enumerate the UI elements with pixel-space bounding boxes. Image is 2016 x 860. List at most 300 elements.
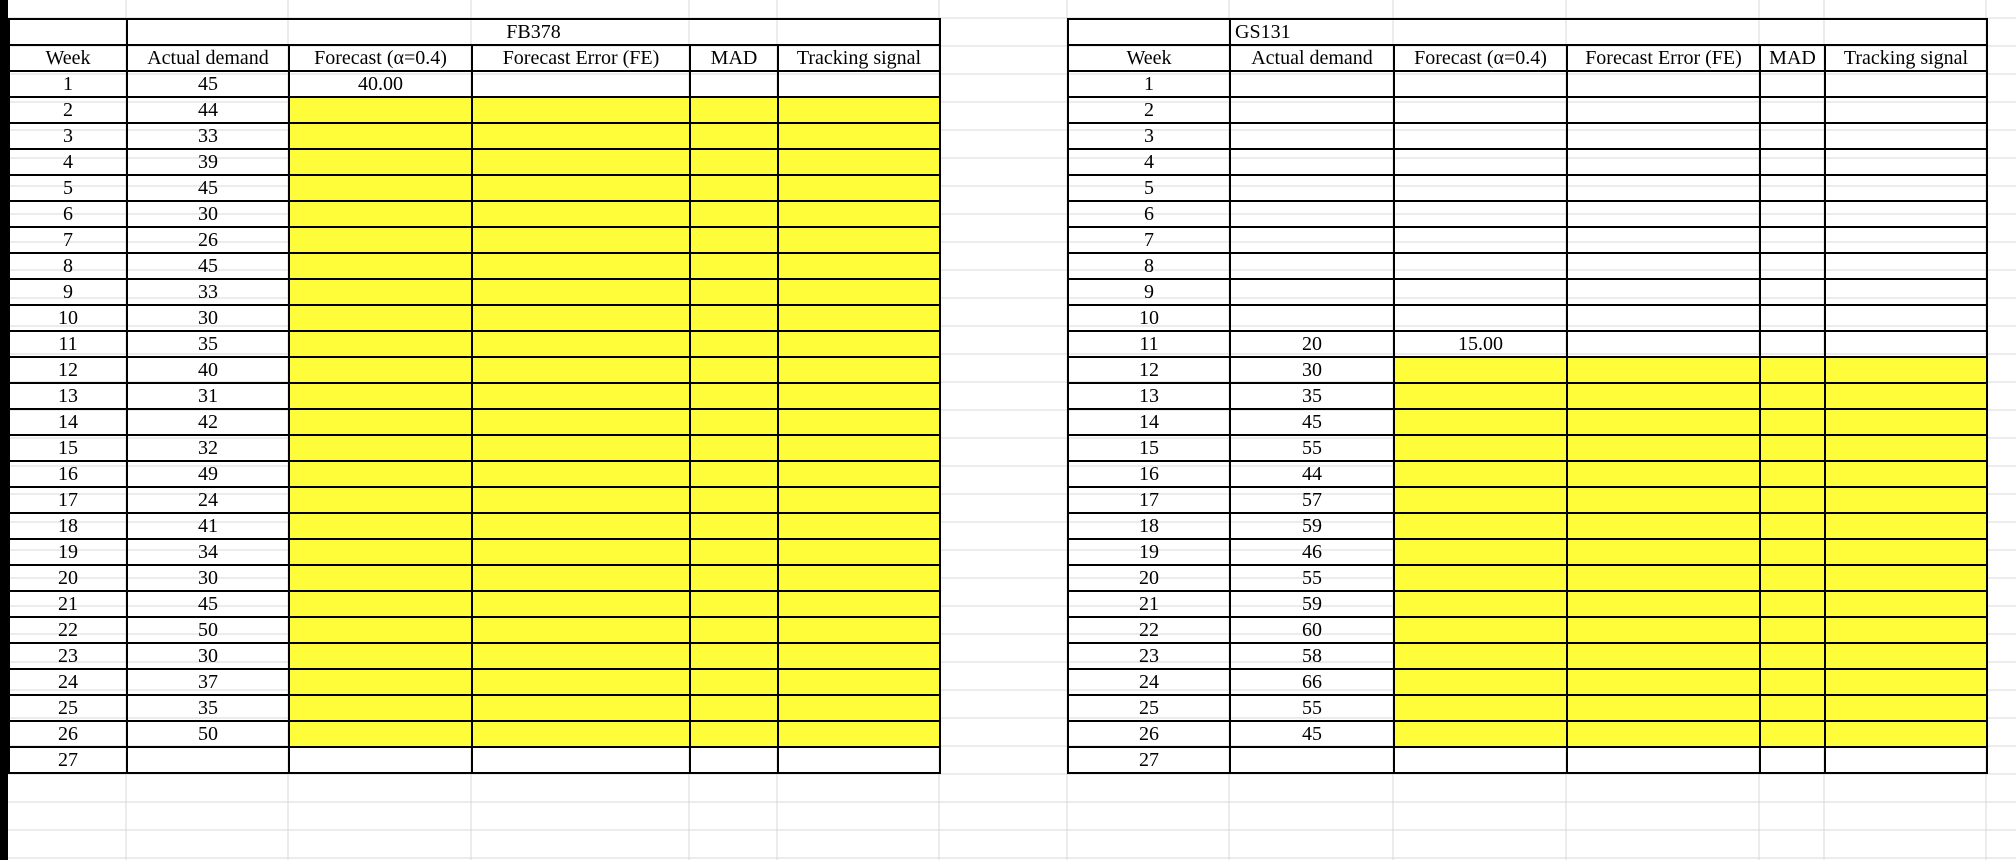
gs131-cell-mad[interactable]	[1760, 383, 1825, 409]
fb378-cell-actual-demand[interactable]: 50	[127, 617, 289, 643]
fb378-cell-tracking-signal[interactable]	[778, 97, 940, 123]
fb378-header-week[interactable]: Week	[9, 45, 127, 71]
gs131-cell-forecast-error[interactable]	[1567, 721, 1760, 747]
gs131-cell-tracking-signal[interactable]	[1825, 253, 1987, 279]
gs131-cell-forecast[interactable]	[1394, 123, 1567, 149]
gs131-cell-mad[interactable]	[1760, 513, 1825, 539]
fb378-cell-forecast-error[interactable]	[472, 487, 690, 513]
fb378-cell-forecast[interactable]	[289, 331, 472, 357]
gs131-cell-week[interactable]: 5	[1068, 175, 1230, 201]
fb378-cell-mad[interactable]	[690, 617, 778, 643]
gs131-cell-forecast-error[interactable]	[1567, 149, 1760, 175]
gs131-cell-week[interactable]: 16	[1068, 461, 1230, 487]
fb378-cell-week[interactable]: 22	[9, 617, 127, 643]
fb378-header-mad[interactable]: MAD	[690, 45, 778, 71]
fb378-cell-forecast[interactable]	[289, 123, 472, 149]
fb378-header-forecast-error[interactable]: Forecast Error (FE)	[472, 45, 690, 71]
gs131-cell-mad[interactable]	[1760, 695, 1825, 721]
gs131-cell-week[interactable]: 26	[1068, 721, 1230, 747]
gs131-cell-forecast-error[interactable]	[1567, 71, 1760, 97]
gs131-cell-tracking-signal[interactable]	[1825, 201, 1987, 227]
fb378-cell-tracking-signal[interactable]	[778, 513, 940, 539]
gs131-cell-tracking-signal[interactable]	[1825, 383, 1987, 409]
gs131-cell-week[interactable]: 21	[1068, 591, 1230, 617]
gs131-header-forecast-error[interactable]: Forecast Error (FE)	[1567, 45, 1760, 71]
gs131-cell-forecast-error[interactable]	[1567, 97, 1760, 123]
fb378-cell-mad[interactable]	[690, 227, 778, 253]
fb378-cell-forecast-error[interactable]	[472, 409, 690, 435]
gs131-cell-tracking-signal[interactable]	[1825, 97, 1987, 123]
fb378-cell-week[interactable]: 2	[9, 97, 127, 123]
gs131-cell-week[interactable]: 23	[1068, 643, 1230, 669]
gs131-cell-forecast[interactable]	[1394, 253, 1567, 279]
fb378-cell-week[interactable]: 17	[9, 487, 127, 513]
fb378-cell-forecast-error[interactable]	[472, 331, 690, 357]
fb378-cell-week[interactable]: 3	[9, 123, 127, 149]
gs131-cell-actual-demand[interactable]: 45	[1230, 409, 1394, 435]
fb378-cell-week[interactable]: 12	[9, 357, 127, 383]
fb378-cell-mad[interactable]	[690, 409, 778, 435]
fb378-cell-forecast-error[interactable]	[472, 123, 690, 149]
gs131-cell-forecast-error[interactable]	[1567, 279, 1760, 305]
fb378-cell-week[interactable]: 18	[9, 513, 127, 539]
gs131-cell-forecast[interactable]	[1394, 617, 1567, 643]
gs131-cell-mad[interactable]	[1760, 409, 1825, 435]
fb378-cell-forecast-error[interactable]	[472, 565, 690, 591]
fb378-cell-tracking-signal[interactable]	[778, 149, 940, 175]
gs131-cell-tracking-signal[interactable]	[1825, 669, 1987, 695]
gs131-cell-week[interactable]: 2	[1068, 97, 1230, 123]
fb378-cell-forecast-error[interactable]	[472, 357, 690, 383]
gs131-cell-actual-demand[interactable]: 55	[1230, 435, 1394, 461]
fb378-cell-forecast[interactable]	[289, 669, 472, 695]
fb378-cell-tracking-signal[interactable]	[778, 721, 940, 747]
fb378-header-tracking-signal[interactable]: Tracking signal	[778, 45, 940, 71]
fb378-cell-mad[interactable]	[690, 357, 778, 383]
gs131-cell-actual-demand[interactable]	[1230, 175, 1394, 201]
fb378-cell-week[interactable]: 4	[9, 149, 127, 175]
fb378-cell-actual-demand[interactable]: 26	[127, 227, 289, 253]
gs131-cell-mad[interactable]	[1760, 305, 1825, 331]
fb378-cell-forecast-error[interactable]	[472, 617, 690, 643]
fb378-cell-actual-demand[interactable]: 42	[127, 409, 289, 435]
gs131-cell-actual-demand[interactable]: 66	[1230, 669, 1394, 695]
gs131-cell-forecast-error[interactable]	[1567, 747, 1760, 773]
fb378-cell-forecast[interactable]	[289, 695, 472, 721]
fb378-cell-tracking-signal[interactable]	[778, 201, 940, 227]
fb378-cell-forecast-error[interactable]	[472, 695, 690, 721]
gs131-cell-forecast[interactable]	[1394, 175, 1567, 201]
gs131-cell-forecast[interactable]	[1394, 71, 1567, 97]
fb378-cell-mad[interactable]	[690, 175, 778, 201]
gs131-cell-tracking-signal[interactable]	[1825, 123, 1987, 149]
fb378-cell-forecast-error[interactable]	[472, 747, 690, 773]
gs131-cell-tracking-signal[interactable]	[1825, 305, 1987, 331]
gs131-cell-forecast-error[interactable]	[1567, 201, 1760, 227]
fb378-cell-week[interactable]: 26	[9, 721, 127, 747]
fb378-cell-actual-demand[interactable]: 33	[127, 123, 289, 149]
gs131-cell-week[interactable]: 19	[1068, 539, 1230, 565]
gs131-cell-actual-demand[interactable]: 60	[1230, 617, 1394, 643]
gs131-cell-week[interactable]: 15	[1068, 435, 1230, 461]
fb378-cell-tracking-signal[interactable]	[778, 695, 940, 721]
gs131-cell-tracking-signal[interactable]	[1825, 149, 1987, 175]
gs131-cell-tracking-signal[interactable]	[1825, 539, 1987, 565]
gs131-cell-actual-demand[interactable]	[1230, 227, 1394, 253]
fb378-cell-tracking-signal[interactable]	[778, 227, 940, 253]
gs131-cell-forecast[interactable]	[1394, 409, 1567, 435]
fb378-cell-forecast[interactable]	[289, 487, 472, 513]
fb378-cell-mad[interactable]	[690, 565, 778, 591]
fb378-cell-mad[interactable]	[690, 695, 778, 721]
gs131-cell-forecast-error[interactable]	[1567, 175, 1760, 201]
gs131-cell-mad[interactable]	[1760, 617, 1825, 643]
gs131-cell-forecast-error[interactable]	[1567, 513, 1760, 539]
fb378-cell-actual-demand[interactable]: 33	[127, 279, 289, 305]
gs131-cell-week[interactable]: 9	[1068, 279, 1230, 305]
gs131-cell-forecast[interactable]	[1394, 721, 1567, 747]
fb378-cell-tracking-signal[interactable]	[778, 435, 940, 461]
fb378-cell-mad[interactable]	[690, 279, 778, 305]
gs131-cell-tracking-signal[interactable]	[1825, 279, 1987, 305]
gs131-cell-forecast[interactable]	[1394, 669, 1567, 695]
fb378-cell-forecast[interactable]	[289, 175, 472, 201]
gs131-cell-mad[interactable]	[1760, 721, 1825, 747]
gs131-cell-forecast[interactable]	[1394, 539, 1567, 565]
gs131-cell-forecast-error[interactable]	[1567, 227, 1760, 253]
fb378-cell-forecast[interactable]	[289, 643, 472, 669]
fb378-cell-actual-demand[interactable]: 40	[127, 357, 289, 383]
fb378-cell-mad[interactable]	[690, 539, 778, 565]
fb378-cell-week[interactable]: 8	[9, 253, 127, 279]
fb378-cell-actual-demand[interactable]: 30	[127, 201, 289, 227]
gs131-cell-week[interactable]: 27	[1068, 747, 1230, 773]
fb378-cell-mad[interactable]	[690, 123, 778, 149]
fb378-cell-forecast[interactable]	[289, 747, 472, 773]
fb378-cell-actual-demand[interactable]: 32	[127, 435, 289, 461]
gs131-cell-tracking-signal[interactable]	[1825, 227, 1987, 253]
fb378-cell-actual-demand[interactable]: 45	[127, 591, 289, 617]
fb378-cell-tracking-signal[interactable]	[778, 487, 940, 513]
gs131-cell-tracking-signal[interactable]	[1825, 71, 1987, 97]
fb378-cell-forecast-error[interactable]	[472, 149, 690, 175]
fb378-cell-mad[interactable]	[690, 461, 778, 487]
fb378-cell-forecast-error[interactable]	[472, 435, 690, 461]
fb378-cell-week[interactable]: 7	[9, 227, 127, 253]
fb378-cell-forecast[interactable]	[289, 201, 472, 227]
fb378-cell-forecast-error[interactable]	[472, 97, 690, 123]
fb378-cell-week[interactable]: 27	[9, 747, 127, 773]
gs131-cell-forecast-error[interactable]	[1567, 357, 1760, 383]
fb378-cell-mad[interactable]	[690, 331, 778, 357]
gs131-cell-tracking-signal[interactable]	[1825, 487, 1987, 513]
fb378-cell-actual-demand[interactable]: 41	[127, 513, 289, 539]
gs131-cell-forecast-error[interactable]	[1567, 461, 1760, 487]
gs131-cell-mad[interactable]	[1760, 487, 1825, 513]
fb378-cell-week[interactable]: 11	[9, 331, 127, 357]
fb378-cell-forecast[interactable]	[289, 461, 472, 487]
gs131-cell-week[interactable]: 22	[1068, 617, 1230, 643]
fb378-cell-forecast-error[interactable]	[472, 71, 690, 97]
fb378-cell-tracking-signal[interactable]	[778, 643, 940, 669]
gs131-cell-forecast-error[interactable]	[1567, 617, 1760, 643]
fb378-cell-mad[interactable]	[690, 71, 778, 97]
fb378-cell-forecast-error[interactable]	[472, 201, 690, 227]
gs131-cell-tracking-signal[interactable]	[1825, 357, 1987, 383]
gs131-cell-forecast[interactable]	[1394, 227, 1567, 253]
fb378-header-forecast[interactable]: Forecast (α=0.4)	[289, 45, 472, 71]
fb378-cell-week[interactable]: 1	[9, 71, 127, 97]
gs131-cell-tracking-signal[interactable]	[1825, 331, 1987, 357]
gs131-cell-week[interactable]: 6	[1068, 201, 1230, 227]
gs131-cell-tracking-signal[interactable]	[1825, 721, 1987, 747]
gs131-cell-actual-demand[interactable]: 30	[1230, 357, 1394, 383]
gs131-cell-forecast[interactable]	[1394, 513, 1567, 539]
gs131-cell-actual-demand[interactable]: 20	[1230, 331, 1394, 357]
gs131-cell-actual-demand[interactable]	[1230, 97, 1394, 123]
fb378-cell-forecast-error[interactable]	[472, 513, 690, 539]
fb378-cell-mad[interactable]	[690, 435, 778, 461]
fb378-cell-tracking-signal[interactable]	[778, 565, 940, 591]
gs131-cell-actual-demand[interactable]	[1230, 71, 1394, 97]
fb378-cell-forecast-error[interactable]	[472, 643, 690, 669]
fb378-cell-week[interactable]: 25	[9, 695, 127, 721]
gs131-cell-week[interactable]: 11	[1068, 331, 1230, 357]
gs131-cell-forecast-error[interactable]	[1567, 591, 1760, 617]
gs131-cell-week[interactable]: 10	[1068, 305, 1230, 331]
fb378-cell-forecast[interactable]	[289, 149, 472, 175]
gs131-cell-actual-demand[interactable]: 35	[1230, 383, 1394, 409]
gs131-cell-week[interactable]: 20	[1068, 565, 1230, 591]
fb378-cell-mad[interactable]	[690, 591, 778, 617]
fb378-cell-mad[interactable]	[690, 201, 778, 227]
fb378-cell-forecast[interactable]	[289, 409, 472, 435]
fb378-cell-mad[interactable]	[690, 487, 778, 513]
fb378-cell-week[interactable]: 15	[9, 435, 127, 461]
gs131-cell-tracking-signal[interactable]	[1825, 565, 1987, 591]
fb378-cell-actual-demand[interactable]	[127, 747, 289, 773]
fb378-cell-tracking-signal[interactable]	[778, 71, 940, 97]
gs131-cell-week[interactable]: 4	[1068, 149, 1230, 175]
fb378-cell-forecast-error[interactable]	[472, 721, 690, 747]
gs131-cell-actual-demand[interactable]: 59	[1230, 591, 1394, 617]
gs131-cell-forecast-error[interactable]	[1567, 123, 1760, 149]
gs131-cell-mad[interactable]	[1760, 461, 1825, 487]
gs131-cell-actual-demand[interactable]	[1230, 305, 1394, 331]
gs131-cell-tracking-signal[interactable]	[1825, 747, 1987, 773]
gs131-cell-mad[interactable]	[1760, 539, 1825, 565]
fb378-cell-tracking-signal[interactable]	[778, 617, 940, 643]
gs131-cell-forecast-error[interactable]	[1567, 695, 1760, 721]
fb378-cell-tracking-signal[interactable]	[778, 409, 940, 435]
fb378-cell-forecast[interactable]	[289, 435, 472, 461]
fb378-cell-tracking-signal[interactable]	[778, 669, 940, 695]
gs131-cell-actual-demand[interactable]	[1230, 279, 1394, 305]
gs131-cell-mad[interactable]	[1760, 201, 1825, 227]
gs131-cell-forecast-error[interactable]	[1567, 383, 1760, 409]
fb378-cell-actual-demand[interactable]: 50	[127, 721, 289, 747]
fb378-cell-tracking-signal[interactable]	[778, 591, 940, 617]
fb378-cell-tracking-signal[interactable]	[778, 279, 940, 305]
fb378-cell-mad[interactable]	[690, 747, 778, 773]
gs131-cell-forecast[interactable]	[1394, 201, 1567, 227]
gs131-cell-mad[interactable]	[1760, 279, 1825, 305]
gs131-cell-week[interactable]: 14	[1068, 409, 1230, 435]
gs131-cell-forecast[interactable]	[1394, 435, 1567, 461]
fb378-cell-tracking-signal[interactable]	[778, 357, 940, 383]
fb378-cell-forecast[interactable]	[289, 253, 472, 279]
fb378-cell-mad[interactable]	[690, 669, 778, 695]
gs131-cell-forecast[interactable]	[1394, 565, 1567, 591]
gs131-cell-forecast-error[interactable]	[1567, 487, 1760, 513]
fb378-cell-actual-demand[interactable]: 44	[127, 97, 289, 123]
gs131-cell-forecast-error[interactable]	[1567, 643, 1760, 669]
fb378-cell-forecast-error[interactable]	[472, 253, 690, 279]
gs131-cell-tracking-signal[interactable]	[1825, 409, 1987, 435]
gs131-cell-actual-demand[interactable]: 46	[1230, 539, 1394, 565]
fb378-cell-forecast-error[interactable]	[472, 175, 690, 201]
fb378-cell-actual-demand[interactable]: 49	[127, 461, 289, 487]
fb378-cell-tracking-signal[interactable]	[778, 383, 940, 409]
fb378-cell-actual-demand[interactable]: 31	[127, 383, 289, 409]
gs131-cell-mad[interactable]	[1760, 643, 1825, 669]
gs131-cell-forecast[interactable]	[1394, 357, 1567, 383]
fb378-header-actual-demand[interactable]: Actual demand	[127, 45, 289, 71]
fb378-cell-actual-demand[interactable]: 35	[127, 331, 289, 357]
gs131-cell-tracking-signal[interactable]	[1825, 435, 1987, 461]
gs131-cell-forecast-error[interactable]	[1567, 331, 1760, 357]
gs131-cell-forecast-error[interactable]	[1567, 305, 1760, 331]
gs131-cell-forecast[interactable]: 15.00	[1394, 331, 1567, 357]
gs131-cell-forecast-error[interactable]	[1567, 539, 1760, 565]
fb378-cell-mad[interactable]	[690, 253, 778, 279]
fb378-title[interactable]: FB378	[127, 19, 940, 45]
gs131-cell-tracking-signal[interactable]	[1825, 461, 1987, 487]
gs131-cell-mad[interactable]	[1760, 591, 1825, 617]
gs131-cell-week[interactable]: 7	[1068, 227, 1230, 253]
fb378-cell-tracking-signal[interactable]	[778, 539, 940, 565]
gs131-cell-mad[interactable]	[1760, 357, 1825, 383]
fb378-cell-forecast[interactable]	[289, 617, 472, 643]
fb378-cell-forecast[interactable]: 40.00	[289, 71, 472, 97]
gs131-cell-forecast[interactable]	[1394, 461, 1567, 487]
fb378-cell-week[interactable]: 5	[9, 175, 127, 201]
gs131-cell-forecast[interactable]	[1394, 591, 1567, 617]
fb378-cell-week[interactable]: 6	[9, 201, 127, 227]
gs131-cell-forecast[interactable]	[1394, 643, 1567, 669]
gs131-cell-forecast[interactable]	[1394, 149, 1567, 175]
gs131-cell-week[interactable]: 1	[1068, 71, 1230, 97]
gs131-header-mad[interactable]: MAD	[1760, 45, 1825, 71]
gs131-cell-week[interactable]: 17	[1068, 487, 1230, 513]
gs131-cell-mad[interactable]	[1760, 253, 1825, 279]
gs131-cell-actual-demand[interactable]: 55	[1230, 565, 1394, 591]
fb378-cell-week[interactable]: 16	[9, 461, 127, 487]
fb378-cell-forecast[interactable]	[289, 383, 472, 409]
gs131-cell-tracking-signal[interactable]	[1825, 643, 1987, 669]
gs131-cell-forecast-error[interactable]	[1567, 409, 1760, 435]
fb378-cell-mad[interactable]	[690, 513, 778, 539]
fb378-cell-tracking-signal[interactable]	[778, 747, 940, 773]
gs131-title[interactable]: GS131	[1230, 19, 1987, 45]
fb378-cell-forecast[interactable]	[289, 227, 472, 253]
gs131-cell-actual-demand[interactable]: 57	[1230, 487, 1394, 513]
gs131-cell-week[interactable]: 8	[1068, 253, 1230, 279]
gs131-header-week[interactable]: Week	[1068, 45, 1230, 71]
gs131-cell-week[interactable]: 25	[1068, 695, 1230, 721]
gs131-cell-mad[interactable]	[1760, 175, 1825, 201]
fb378-cell-actual-demand[interactable]: 24	[127, 487, 289, 513]
gs131-cell-mad[interactable]	[1760, 747, 1825, 773]
gs131-cell-mad[interactable]	[1760, 435, 1825, 461]
gs131-header-forecast[interactable]: Forecast (α=0.4)	[1394, 45, 1567, 71]
fb378-cell-actual-demand[interactable]: 45	[127, 175, 289, 201]
fb378-cell-tracking-signal[interactable]	[778, 175, 940, 201]
gs131-cell-forecast[interactable]	[1394, 383, 1567, 409]
fb378-cell-forecast[interactable]	[289, 279, 472, 305]
fb378-cell-forecast-error[interactable]	[472, 383, 690, 409]
gs131-header-tracking-signal[interactable]: Tracking signal	[1825, 45, 1987, 71]
fb378-corner-cell[interactable]	[9, 19, 127, 45]
gs131-cell-week[interactable]: 18	[1068, 513, 1230, 539]
gs131-cell-forecast[interactable]	[1394, 487, 1567, 513]
fb378-cell-week[interactable]: 23	[9, 643, 127, 669]
fb378-cell-week[interactable]: 10	[9, 305, 127, 331]
gs131-cell-actual-demand[interactable]: 58	[1230, 643, 1394, 669]
fb378-cell-forecast-error[interactable]	[472, 669, 690, 695]
fb378-cell-week[interactable]: 13	[9, 383, 127, 409]
fb378-cell-actual-demand[interactable]: 35	[127, 695, 289, 721]
fb378-cell-mad[interactable]	[690, 149, 778, 175]
gs131-cell-actual-demand[interactable]	[1230, 149, 1394, 175]
gs131-cell-tracking-signal[interactable]	[1825, 695, 1987, 721]
fb378-cell-actual-demand[interactable]: 30	[127, 305, 289, 331]
gs131-cell-week[interactable]: 13	[1068, 383, 1230, 409]
fb378-cell-actual-demand[interactable]: 45	[127, 71, 289, 97]
fb378-cell-mad[interactable]	[690, 383, 778, 409]
gs131-cell-mad[interactable]	[1760, 331, 1825, 357]
gs131-cell-tracking-signal[interactable]	[1825, 175, 1987, 201]
gs131-cell-actual-demand[interactable]	[1230, 747, 1394, 773]
fb378-cell-forecast[interactable]	[289, 539, 472, 565]
fb378-cell-forecast[interactable]	[289, 513, 472, 539]
fb378-cell-actual-demand[interactable]: 37	[127, 669, 289, 695]
gs131-cell-week[interactable]: 3	[1068, 123, 1230, 149]
gs131-cell-forecast-error[interactable]	[1567, 435, 1760, 461]
gs131-cell-tracking-signal[interactable]	[1825, 513, 1987, 539]
fb378-cell-tracking-signal[interactable]	[778, 461, 940, 487]
gs131-cell-mad[interactable]	[1760, 227, 1825, 253]
fb378-cell-forecast-error[interactable]	[472, 591, 690, 617]
gs131-cell-forecast[interactable]	[1394, 747, 1567, 773]
fb378-cell-week[interactable]: 19	[9, 539, 127, 565]
gs131-cell-forecast[interactable]	[1394, 305, 1567, 331]
fb378-cell-mad[interactable]	[690, 643, 778, 669]
fb378-cell-forecast[interactable]	[289, 565, 472, 591]
fb378-cell-week[interactable]: 20	[9, 565, 127, 591]
gs131-cell-mad[interactable]	[1760, 123, 1825, 149]
gs131-corner-cell[interactable]	[1068, 19, 1230, 45]
gs131-cell-forecast[interactable]	[1394, 279, 1567, 305]
gs131-cell-mad[interactable]	[1760, 71, 1825, 97]
gs131-cell-forecast-error[interactable]	[1567, 565, 1760, 591]
fb378-cell-forecast-error[interactable]	[472, 305, 690, 331]
fb378-cell-actual-demand[interactable]: 34	[127, 539, 289, 565]
gs131-cell-actual-demand[interactable]	[1230, 123, 1394, 149]
fb378-cell-forecast[interactable]	[289, 305, 472, 331]
fb378-cell-forecast-error[interactable]	[472, 279, 690, 305]
fb378-cell-actual-demand[interactable]: 30	[127, 643, 289, 669]
